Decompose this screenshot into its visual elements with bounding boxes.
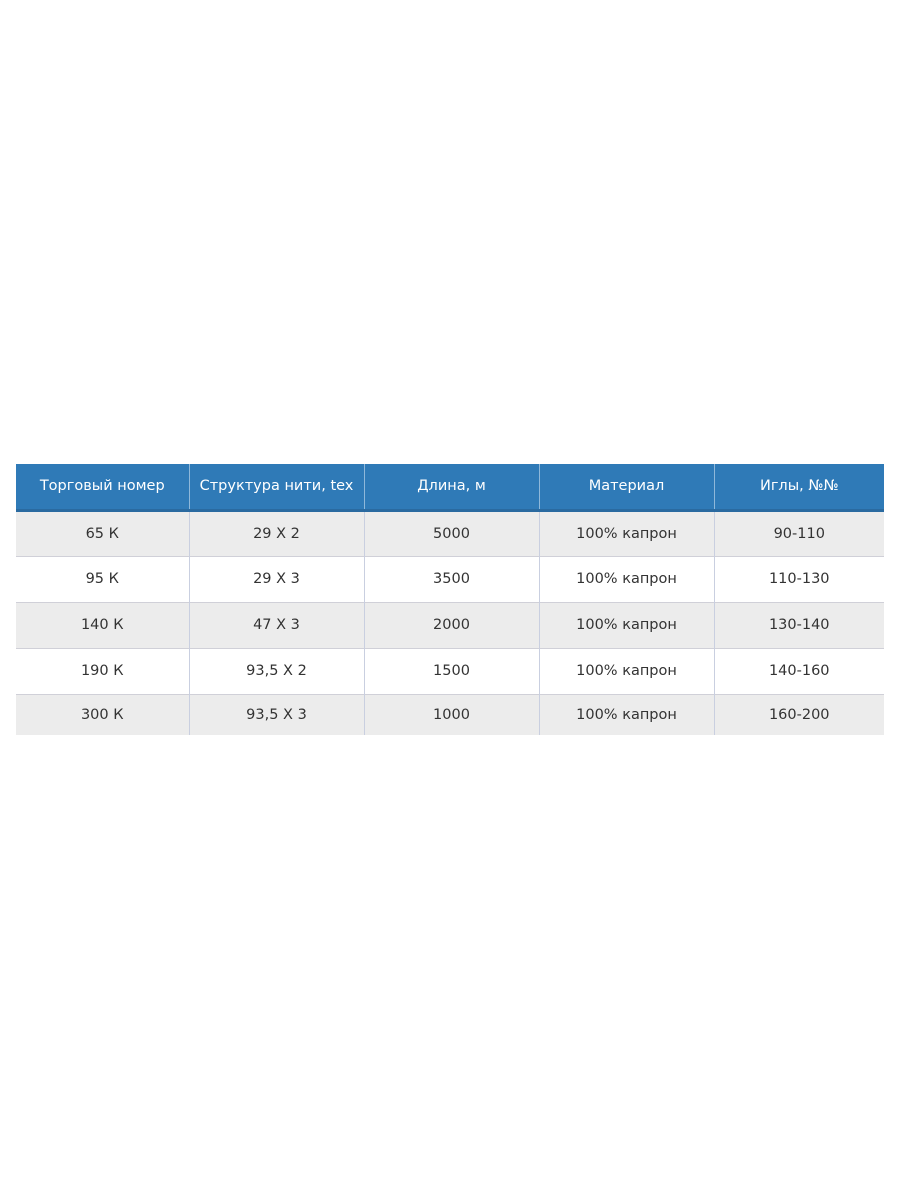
cell-length: 1000	[364, 694, 539, 735]
table-row	[16, 602, 884, 648]
cell-material: 100% капрон	[539, 556, 714, 602]
header-trade-number: Торговый номер	[16, 464, 189, 510]
table-row	[16, 648, 884, 694]
cell-thread-structure: 47 Х 3	[189, 602, 364, 648]
cell-material: 100% капрон	[539, 694, 714, 735]
cell-material: 100% капрон	[539, 510, 714, 556]
cell-thread-structure: 93,5 Х 2	[189, 648, 364, 694]
header-length: Длина, м	[364, 464, 539, 510]
table-row	[16, 556, 884, 602]
cell-material: 100% капрон	[539, 648, 714, 694]
header-thread-structure: Структура нити, tex	[189, 464, 364, 510]
cell-material: 100% капрон	[539, 602, 714, 648]
table-row	[16, 510, 884, 556]
cell-trade-number: 140 К	[16, 602, 189, 648]
cell-needles: 160-200	[714, 694, 884, 735]
cell-trade-number: 65 К	[85, 525, 119, 542]
cell-needles: 110-130	[714, 556, 884, 602]
cell-length: 2000	[364, 602, 539, 648]
table-row	[16, 694, 884, 735]
header-material: Материал	[539, 464, 714, 510]
cell-trade-number: 300 К	[16, 694, 189, 735]
cell-needles: 140-160	[714, 648, 884, 694]
table-body	[16, 510, 884, 735]
spec-table-container	[16, 464, 884, 735]
cell-needles: 90-110	[714, 510, 884, 556]
cell-trade-number: 95 К	[16, 556, 189, 602]
cell-thread-structure: 29 Х 2	[189, 510, 364, 556]
header-needles: Иглы, №№	[714, 464, 884, 510]
cell-thread-structure: 29 Х 3	[189, 556, 364, 602]
table-header	[16, 464, 884, 510]
cell-length: 5000	[364, 510, 539, 556]
cell-trade-number: 190 К	[16, 648, 189, 694]
cell-length: 1500	[364, 648, 539, 694]
cell-length: 3500	[364, 556, 539, 602]
cell-thread-structure: 93,5 Х 3	[189, 694, 364, 735]
thread-spec-table	[16, 464, 884, 735]
cell-needles: 130-140	[714, 602, 884, 648]
header-row	[16, 464, 884, 510]
